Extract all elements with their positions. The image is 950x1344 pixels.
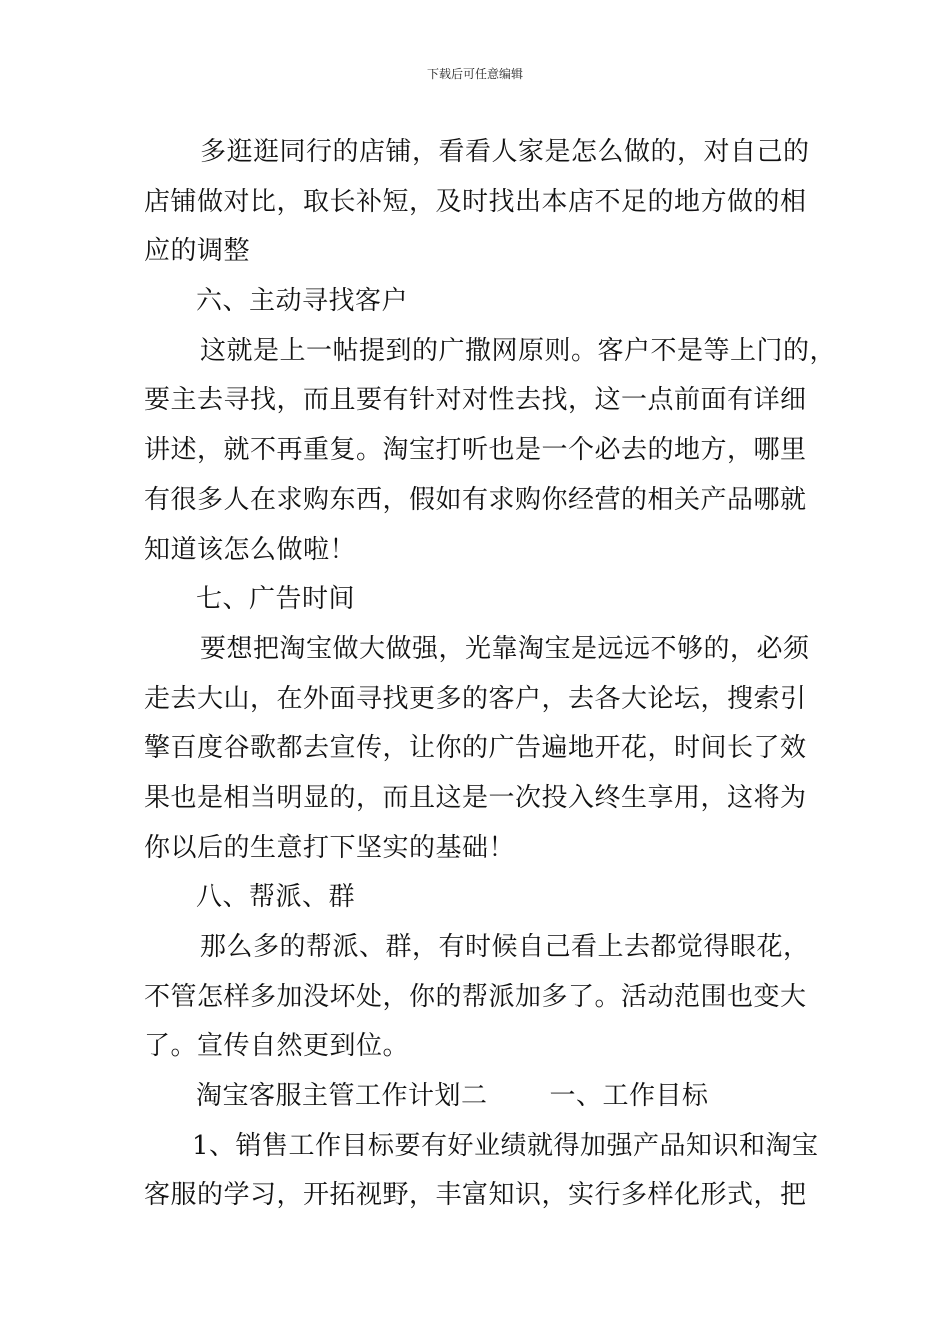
paragraph-line: 店铺做对比，取长补短，及时找出本店不足的地方做的相 bbox=[144, 186, 807, 217]
plan-section-heading: 一、工作目标 bbox=[549, 1081, 709, 1112]
paragraph-line: 客服的学习，开拓视野，丰富知识，实行多样化形式，把 bbox=[144, 1180, 807, 1211]
paragraph-line: 应的调整 bbox=[144, 236, 251, 267]
paragraph-line: 不管怎样多加没坏处，你的帮派加多了。活动范围也变大 bbox=[144, 981, 807, 1012]
paragraph-line: 知道该怎么做啦！ bbox=[144, 534, 357, 565]
plan-heading-line bbox=[144, 1072, 812, 1122]
section-heading: 六、主动寻找客户 bbox=[196, 286, 409, 317]
paragraph-line: 你以后的生意打下坚实的基础！ bbox=[144, 832, 516, 863]
paragraph-line: 走去大山，在外面寻找更多的客户，去各大论坛，搜索引 bbox=[144, 683, 807, 714]
paragraph-line: 多逛逛同行的店铺，看看人家是怎么做的，对自己的 bbox=[200, 137, 810, 167]
document-body bbox=[144, 128, 837, 1221]
plan-title: 淘宝客服主管工作计划二 bbox=[196, 1081, 488, 1112]
section-heading: 七、广告时间 bbox=[196, 584, 356, 615]
paragraph-line: 有很多人在求购东西，假如有求购你经营的相关产品哪就 bbox=[144, 484, 807, 515]
section-heading: 八、帮派、群 bbox=[196, 882, 356, 913]
page-header: 下载后可任意编辑 bbox=[426, 67, 523, 81]
paragraph-line: 了。宣传自然更到位。 bbox=[144, 1031, 410, 1062]
paragraph-line: 讲述，就不再重复。淘宝打听也是一个必去的地方，哪里 bbox=[144, 435, 807, 466]
paragraph-line: 要想把淘宝做大做强，光靠淘宝是远远不够的，必须 bbox=[200, 633, 810, 664]
paragraph-line: 要主去寻找，而且要有针对对性去找，这一点前面有详细 bbox=[144, 385, 807, 416]
paragraph-line: 那么多的帮派、群，有时候自己看上去都觉得眼花， bbox=[200, 932, 810, 962]
numbered-paragraph-line: 1、销售工作目标要有好业绩就得加强产品知识和淘宝 bbox=[192, 1130, 819, 1161]
paragraph-line: 果也是相当明显的，而且这是一次投入终生享用，这将为 bbox=[144, 782, 807, 813]
paragraph-line: 擎百度谷歌都去宣传，让你的广告遍地开花，时间长了效 bbox=[144, 733, 807, 764]
paragraph-line: 这就是上一帖提到的广撒网原则。客户不是等上门的， bbox=[200, 335, 837, 366]
